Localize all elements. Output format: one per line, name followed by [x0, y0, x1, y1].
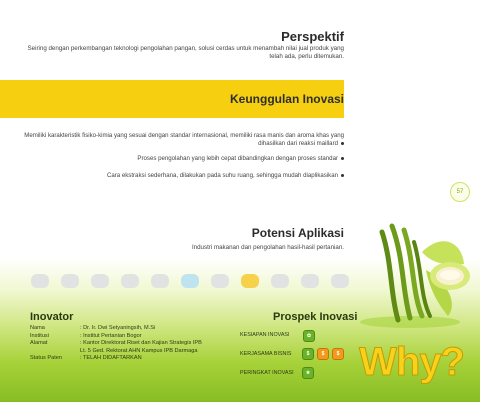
bullet-icon — [341, 157, 344, 160]
inovator-key: Status Paten — [30, 355, 63, 361]
vanilla-illustration — [352, 212, 480, 332]
readiness-step-icon — [296, 268, 324, 298]
page-number: 57 — [450, 182, 470, 202]
leaf-badge-icon: ✿ — [303, 330, 315, 342]
inovator-key: Institusi — [30, 332, 49, 339]
keunggulan-item — [107, 172, 344, 180]
prospek-title: Prospek Inovasi — [273, 311, 358, 323]
inovator-value: : TELAH DIDAFTARKAN — [80, 355, 142, 361]
prospek-row-kerjasama — [240, 351, 292, 357]
prospek-label: PERINGKAT INOVASI — [240, 370, 294, 376]
readiness-step-icon — [56, 268, 84, 298]
readiness-step-icon — [266, 268, 294, 298]
keunggulan-item-text: Proses pengolahan yang lebih cepat dibandingkan dengan proses standar — [137, 155, 338, 162]
prospek-row-peringkat — [240, 370, 294, 376]
keunggulan-item-text: Cara ekstraksi sederhana, dilakukan pada suhu ruang, sehingga mudah diaplikasikan — [106, 172, 338, 179]
potensi-text: Industri makanan dan pengolahan hasil-hasil pertanian. — [191, 244, 344, 251]
keunggulan-item — [137, 155, 344, 163]
money-badge-icon: $ — [317, 348, 329, 360]
perspektif-title: Perspektif — [281, 29, 344, 44]
readiness-step-icon — [146, 268, 174, 298]
bullet-icon — [341, 174, 344, 177]
inovator-value: : Dr. Ir. Dwi Setyaningsih, M.Si — [80, 325, 156, 331]
readiness-step-icon — [206, 268, 234, 298]
prospek-label: KERJASAMA BISNIS — [240, 351, 292, 357]
money-badge-icon: $ — [332, 348, 344, 360]
potensi-title: Potensi Aplikasi — [251, 226, 344, 240]
readiness-step-icon — [176, 268, 204, 298]
readiness-step-icon — [86, 268, 114, 298]
keunggulan-item — [14, 132, 344, 148]
keunggulan-item-text: Memiliki karakteristik fisiko-kimia yang sesuai dengan standar internasional, memiliki rasa manis dan aroma khas yang dihasilkan dari reaksi maillard — [24, 132, 344, 147]
inovator-value: Lt. 5 Ged. Rektorat AHN Kampus IPB Darmaga — [80, 347, 198, 354]
perspektif-text: Seiring dengan perkembangan teknologi pengolahan pangan, solusi cerdas untuk menambah nilai jual produk yang telah ada, perlu ditemukan. — [27, 45, 344, 60]
readiness-step-icon — [326, 268, 354, 298]
readiness-step-icon — [116, 268, 144, 298]
inovator-title: Inovator — [30, 311, 74, 323]
money-badge-icon: $ — [302, 348, 314, 360]
rank-badge-icon: ★ — [302, 367, 314, 379]
prospek-label: KESIAPAN INOVASI — [240, 332, 290, 338]
prospek-row-kesiapan — [240, 332, 290, 338]
inovator-value: : Institut Pertanian Bogor — [80, 332, 142, 339]
readiness-strip — [26, 268, 346, 298]
bullet-icon — [341, 142, 344, 145]
readiness-step-icon — [26, 268, 54, 298]
inovator-key: Nama — [30, 325, 45, 331]
inovator-key: Alamat — [30, 340, 48, 346]
inovator-value: : Kantor Direktorat Riset dan Kajian Strategis IPB — [80, 340, 202, 346]
readiness-step-icon — [236, 268, 264, 298]
keunggulan-title: Keunggulan Inovasi — [229, 92, 344, 106]
why-logo: Why? — [359, 340, 464, 384]
